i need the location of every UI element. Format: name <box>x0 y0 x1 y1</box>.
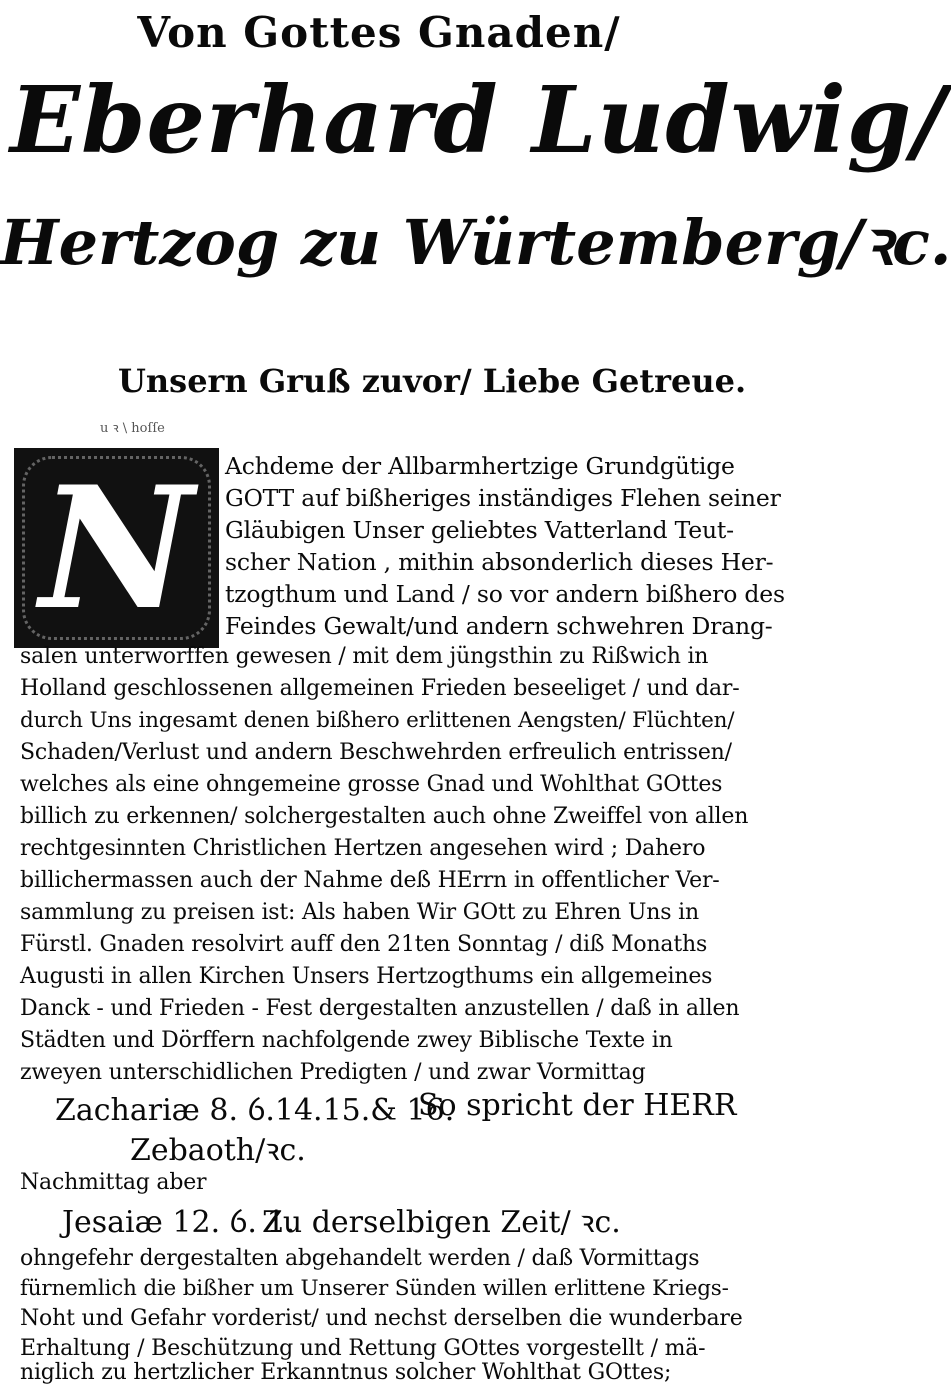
body-line: Gläubigen Unser geliebtes Vatterland Teut- <box>225 516 734 544</box>
scripture-reference-isaiah: Jesaiæ 12. ỽ. 1. <box>62 1205 296 1240</box>
body-line: Achdeme der Allbarmhertzige Grundgütige <box>225 452 735 480</box>
initial-letter-text: N <box>39 449 194 647</box>
body-line: Fürstl. Gnaden resolvirt auff den 21ten Sonntag / diß Monaths <box>20 932 708 957</box>
body-line: fürnemlich die bißher um Unserer Sünden willen erlittene Kriegs- <box>20 1276 729 1301</box>
body-line: welches als eine ohngemeine grosse Gnad und Wohlthat GOttes <box>20 772 723 797</box>
scripture-reference-zechariah: Zachariæ 8. ỽ.14.15.& 16. <box>55 1093 455 1128</box>
body-line: zweyen unterschidlichen Predigten / und zwar Vormittag <box>20 1060 646 1085</box>
body-line: durch Uns ingesamt denen bißhero erlittenen Aengsten/ Flüchten/ <box>20 708 735 733</box>
title-duke-name: Eberhard Ludwig/ <box>10 66 947 174</box>
greeting-line: Unsern Gruß zuvor/ Liebe Getreue. <box>118 362 747 400</box>
scripture-quote-zechariah: So spricht der HERR <box>418 1088 737 1123</box>
body-line: scher Nation , mithin absonderlich dieses Her- <box>225 548 774 576</box>
body-line: Erhaltung / Beschützung und Rettung GOttes vorgestellt / mä- <box>20 1336 706 1361</box>
body-line: niglich zu hertzlicher Erkanntnus solcher Wohlthat GOttes; <box>20 1360 672 1385</box>
body-line: salen unterworffen gewesen / mit dem jüngsthin zu Rißwich in <box>20 644 709 669</box>
body-line: Schaden/Verlust und andern Beschwehrden erfreulich entrissen/ <box>20 740 732 765</box>
faded-text-fragment: u ꝛ \ hoſſe <box>100 421 165 436</box>
body-line: Danck - und Frieden - Fest dergestalten anzustellen / daß in allen <box>20 996 740 1021</box>
body-line: Augusti in allen Kirchen Unsers Hertzogthums ein allgemeines <box>20 964 713 989</box>
body-line: ohngefehr dergestalten abgehandelt werden / daß Vormittags <box>20 1246 700 1271</box>
scripture-quote-zechariah-cont: Zebaoth/ꝛc. <box>130 1133 306 1168</box>
body-line: billich zu erkennen/ solchergestalten auch ohne Zweiffel von allen <box>20 804 749 829</box>
title-duke-of-wurttemberg: Hertzog zu Würtemberg/ꝛc. <box>0 206 951 279</box>
body-line: sammlung zu preisen ist: Als haben Wir GOtt zu Ehren Uns in <box>20 900 699 925</box>
body-line: Holland geschlossenen allgemeinen Frieden beseeliget / und dar- <box>20 676 740 701</box>
body-line: GOTT auf bißheriges inständiges Flehen seiner <box>225 484 781 512</box>
title-by-grace: Von Gottes Gnaden/ <box>137 8 621 57</box>
body-line: rechtgesinnten Christlichen Hertzen angesehen wird ; Dahero <box>20 836 706 861</box>
body-line: billichermassen auch der Nahme deß HErrn in offentlicher Ver- <box>20 868 720 893</box>
afternoon-label: Nachmittag aber <box>20 1170 207 1195</box>
body-line: Städten und Dörffern nachfolgende zwey Biblische Texte in <box>20 1028 673 1053</box>
body-line: Noht und Gefahr vorderist/ und nechst derselben die wunderbare <box>20 1306 743 1331</box>
scripture-quote-isaiah: Zu derselbigen Zeit/ ꝛc. <box>262 1205 621 1240</box>
body-line: tzogthum und Land / so vor andern bißhero des <box>225 580 785 608</box>
body-line: Feindes Gewalt/und andern schwehren Drang- <box>225 612 773 640</box>
decorated-initial-letter <box>14 448 219 648</box>
